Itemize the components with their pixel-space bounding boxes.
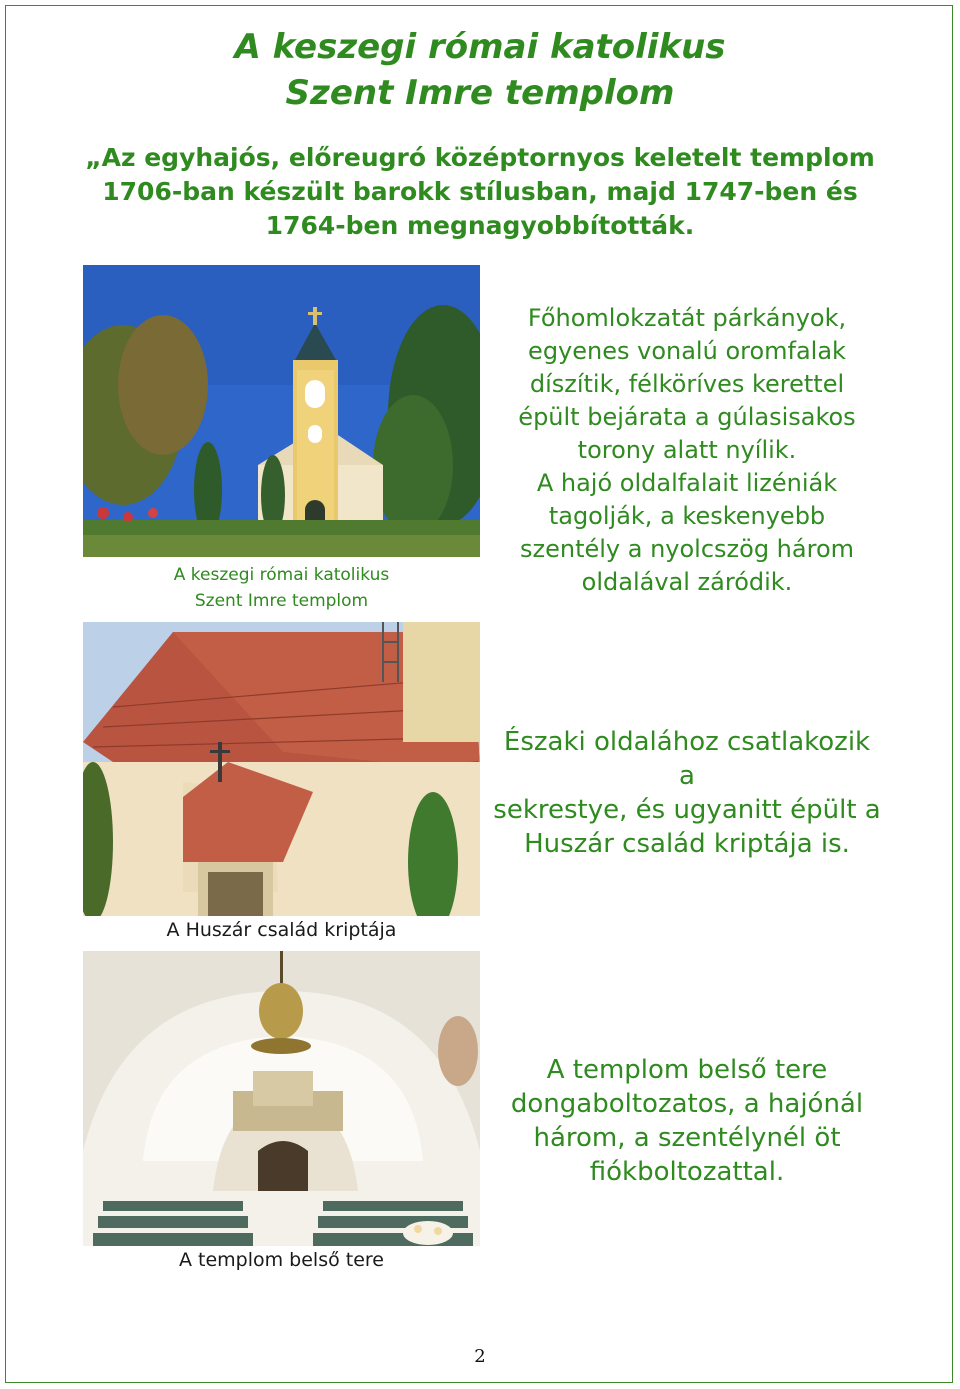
page-title-line-1: A keszegi római katolikus [234,27,726,67]
intro-line-1: „Az egyhajós, előreugró középtornyos keletelt templom [85,143,875,172]
interior-caption: A templom belső tere [178,1249,384,1271]
church-exterior-photo [83,265,480,557]
section3-text-line: dongaboltozatos, a hajónál [510,1089,864,1119]
section1-text-line: torony alatt nyílik. [577,436,797,464]
crypt-caption: A Huszár család kriptája [166,919,397,941]
section3-text-line: fiókboltozattal. [589,1157,785,1187]
crypt-photo [83,622,480,916]
church-exterior-caption-line-2: Szent Imre templom [194,591,369,611]
section2-text-line: Északi oldalához csatlakozik a [503,727,871,791]
section2-text-line: Huszár család kriptája is. [524,829,850,859]
section1-text-line: Főhomlokzatát párkányok, [527,304,847,332]
section3-text [497,1053,877,1189]
section3-text-line: három, a szentélynél öt [533,1123,841,1153]
section1-text-line: oldalával záródik. [581,568,793,596]
section1-text-line: A hajó oldalfalait lizéniák [536,469,838,497]
section1-text-line: épült bejárata a gúlasisakos [518,403,856,431]
section3-text-line: A templom belső tere [546,1055,828,1085]
section2-text-line: sekrestye, és ugyanitt épült a [493,795,881,825]
section1-text-line: szentély a nyolcszög három [519,535,855,563]
page-title-line-2: Szent Imre templom [285,73,675,113]
section1-text-line: díszítik, félköríves kerettel [529,370,845,398]
section1-text-line: tagolják, a keskenyebb [548,502,826,530]
section2-text [492,725,882,861]
section1-text-line: egyenes vonalú oromfalak [528,337,846,365]
section1-text [497,302,877,599]
page-number: 2 [474,1346,486,1367]
church-exterior-caption-line-1: A keszegi római katolikus [173,565,390,585]
intro-line-3: 1764-ben megnagyobbították. [265,211,695,240]
intro-line-2: 1706-ban készült barokk stílusban, majd 1747-ben és [102,177,858,206]
interior-photo [83,951,480,1246]
